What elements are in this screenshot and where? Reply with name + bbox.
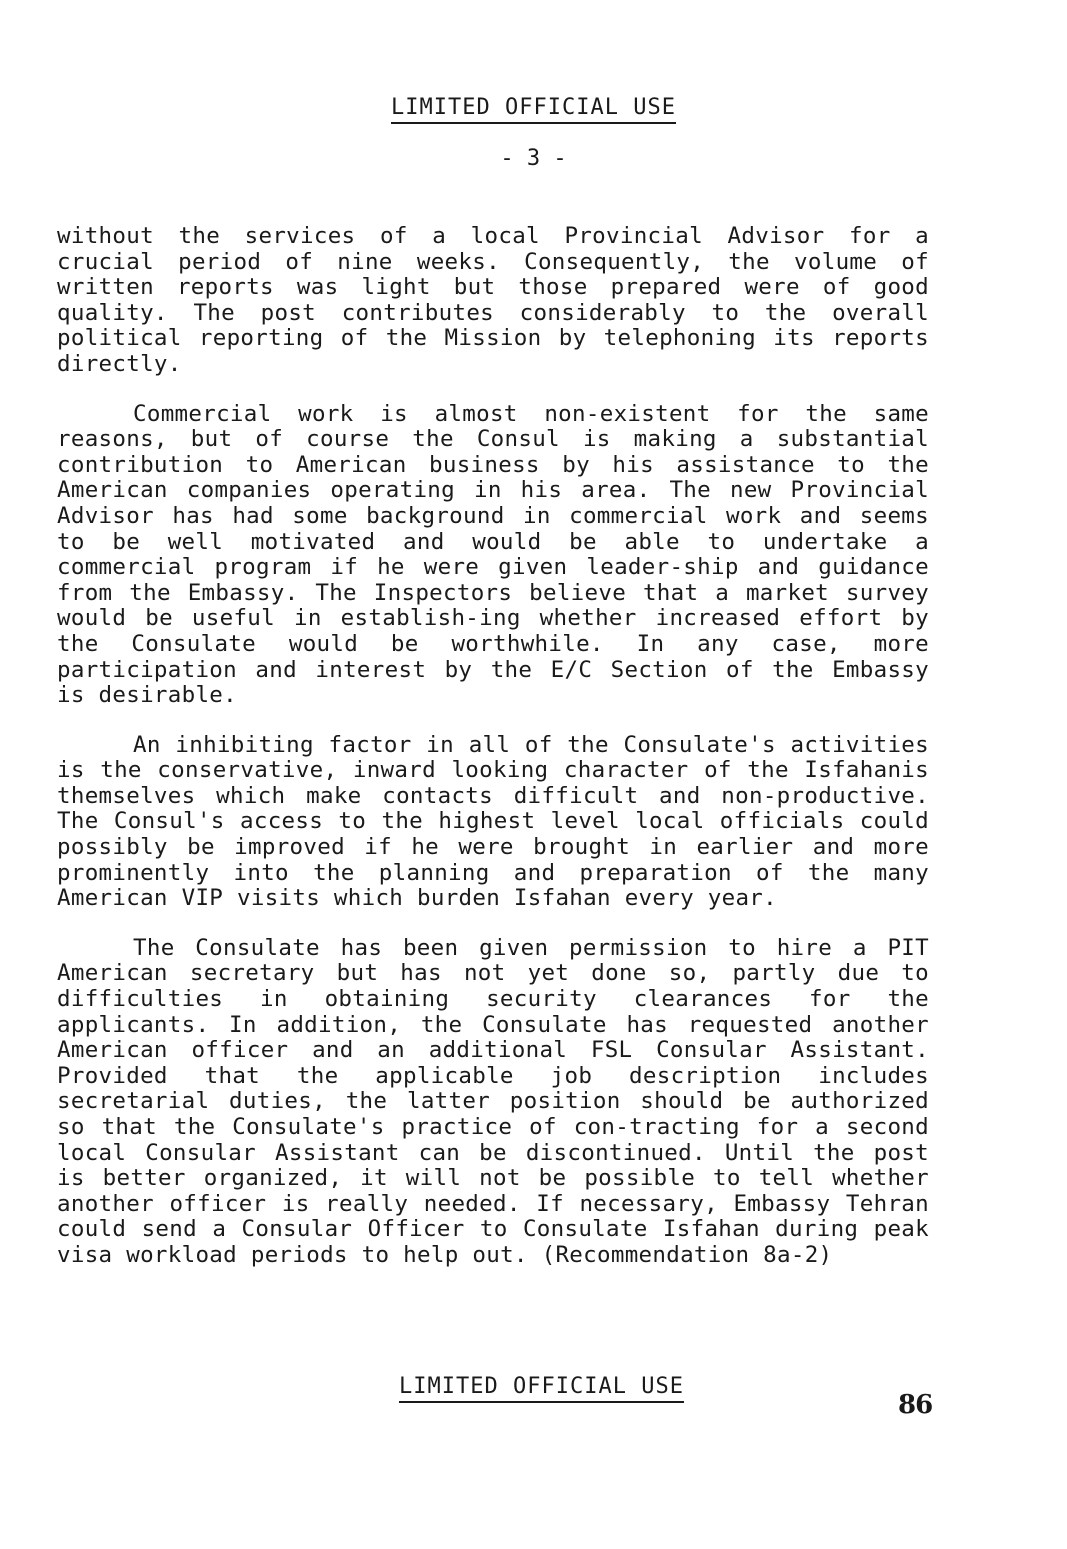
- paragraph-inhibiting-factor: An inhibiting factor in all of the Consulate's activities is the conservative, inward looking character of the Isfahanis themselves which make contacts difficult and non-productive. The Consul's access to the highest level local officials could possibly be improved if he were brought in earlier and more prominently into the planning and preparation of the many American VIP visits which burden Isfahan every year.: [57, 731, 929, 912]
- header-classification: [0, 95, 1067, 124]
- paragraph-commercial-work: Commercial work is almost non-existent for the same reasons, but of course the Consul is making a substantial contribution to American business by his assistance to the American companies operating in his area. The new Provincial Advisor has had some background in commercial work and seems to be well motivated and would be able to undertake a commercial program if he were given leader-ship and guidance from the Embassy. The Inspectors believe that a market survey would be useful in establish-ing whether increased effort by the Consulate would be worthwhile. In any case, more participation and interest by the E/C Section of the Embassy is desirable.: [57, 400, 929, 709]
- footer-classification-text: LIMITED OFFICIAL USE: [399, 1374, 684, 1403]
- document-body: [57, 224, 929, 1293]
- paragraph-staffing: The Consulate has been given permission to hire a PIT American secretary but has not yet done so, partly due to difficulties in obtaining security clearances for the applicants. In addition, the Consulate has requested another American officer and an additional FSL Consular Assistant. Provided that the applicable job description includes secretarial duties, the latter position should be authorized so that the Consulate's practice of con-tracting for a second local Consular Assistant can be discontinued. Until the post is better organized, it will not be possible to tell whether another officer is really needed. If necessary, Embassy Tehran could send a Consular Officer to Consulate Isfahan during peak visa workload periods to help out. (Recommendation 8a-2): [57, 934, 929, 1268]
- paragraph-political-reporting: without the services of a local Provincial Advisor for a crucial period of nine weeks. Consequently, the volume of written reports was light but those prepared were of good quality. The post contributes considerably to the overall political reporting of the Mission by telephoning its reports directly.: [57, 223, 929, 377]
- header-classification-text: LIMITED OFFICIAL USE: [391, 95, 676, 124]
- page-number: - 3 -: [500, 146, 567, 171]
- folio-number: 86: [898, 1390, 933, 1420]
